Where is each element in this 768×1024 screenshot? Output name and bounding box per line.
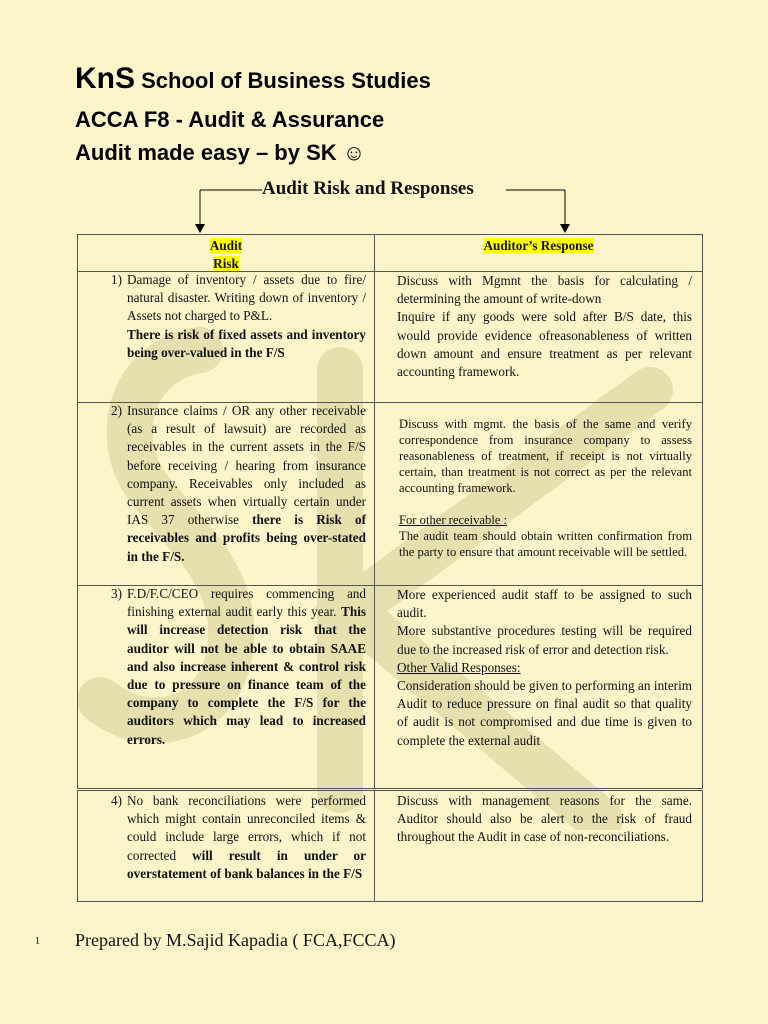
course-title: ACCA F8 - Audit & Assurance (75, 107, 385, 132)
brand-name: KnS (75, 62, 135, 95)
risk-text: No bank reconciliations were performed which might contain unreconciled items & could include large errors, which if not corrected (127, 793, 366, 863)
table-row (77, 585, 703, 789)
risk-header-line2: Risk (213, 256, 239, 272)
risk-cell (78, 791, 375, 901)
response-paragraph: Discuss with mgmt. the basis of the same and verify correspondence from insurance company to assess reasonableness of treatment, if receipt is not virtually certain, than treatment is not correct as per the relevant accounting framework. (399, 417, 692, 495)
response-column-header (375, 235, 702, 271)
prepared-by: Prepared by M.Sajid Kapadia ( FCA,FCCA) (75, 930, 396, 950)
response-paragraph: Consideration should be given to performing an interim Audit to reduce pressure on final audit so that quality of audit is not compromised and due time is given to complete the external audit (397, 678, 692, 748)
response-cell (375, 791, 702, 901)
response-paragraph: More experienced audit staff to be assigned to such audit. (397, 587, 692, 621)
risk-text: Damage of inventory / assets due to fire/ natural disaster. Writing down of inventory / Assets not charged to P&L. (127, 272, 366, 324)
row-number: 1) (111, 272, 122, 287)
risk-text: F.D/F.C/CEO requires commencing and finishing external audit early this year. (127, 586, 366, 620)
flow-arrows (0, 0, 768, 240)
response-subheading: Other Valid Responses: (397, 659, 521, 675)
risk-bold-text: will result in under or overstatement of bank balances in the F/S (127, 847, 366, 881)
table-row (77, 402, 703, 586)
tagline: Audit made easy – by SK ☺ (75, 140, 366, 165)
flow-title: Audit Risk and Responses (262, 178, 474, 199)
response-paragraph: Discuss with management reasons for the same. Auditor should also be alert to the risk of fraud throughout the Audit in case of non-reconciliations. (397, 793, 692, 845)
row-number: 3) (111, 586, 122, 601)
risk-bold-text: there is Risk of receivables and profits being over-stated in the F/S. (127, 512, 366, 564)
risk-column-header (78, 235, 375, 271)
response-paragraph: Discuss with Mgmnt the basis for calculating / determining the amount of write-down (397, 273, 692, 307)
response-paragraph: The audit team should obtain written confirmation from the party to ensure that amount receivable will be settled. (399, 529, 692, 559)
response-cell (375, 585, 702, 788)
row-number: 2) (111, 403, 122, 418)
response-paragraph: Inquire if any goods were sold after B/S date, this would provide evidence ofreasonableness of written down amount and ensure treatment as per relevant accounting framework. (397, 309, 692, 380)
response-header: Auditor’s Response (483, 238, 594, 253)
table-header-row (77, 234, 703, 272)
risk-cell (78, 585, 375, 788)
row-number: 4) (111, 793, 122, 808)
risk-text: Insurance claims / OR any other receivable (as a result of lawsuit) are recorded as receivables in the current assets in the F/S before receiving / hearing from insurance company. Receivables only included as current assets when virtually certain under IAS 37 otherwise (127, 403, 366, 528)
school-name: School of Business Studies (135, 68, 431, 93)
risk-bold-text: There is risk of fixed assets and inventory being over-valued in the F/S (127, 326, 366, 360)
response-cell (375, 402, 702, 585)
risk-header-line1: Audit (209, 238, 243, 253)
response-paragraph: More substantive procedures testing will be required due to the increased risk of error and detection risk. (397, 623, 692, 657)
page-number: 1 (35, 936, 40, 947)
table-row (77, 271, 703, 403)
risk-cell (78, 271, 375, 402)
risk-bold-text: This will increase detection risk that the auditor will not be able to obtain SAAE and also increase inherent & control risk due to pressure on finance team of the company to complete the F/S for the auditors which may lead to increased errors. (127, 604, 366, 747)
risk-cell (78, 402, 375, 585)
table-row (77, 790, 703, 902)
response-subheading: For other receivable : (399, 513, 508, 527)
response-cell (375, 271, 702, 402)
